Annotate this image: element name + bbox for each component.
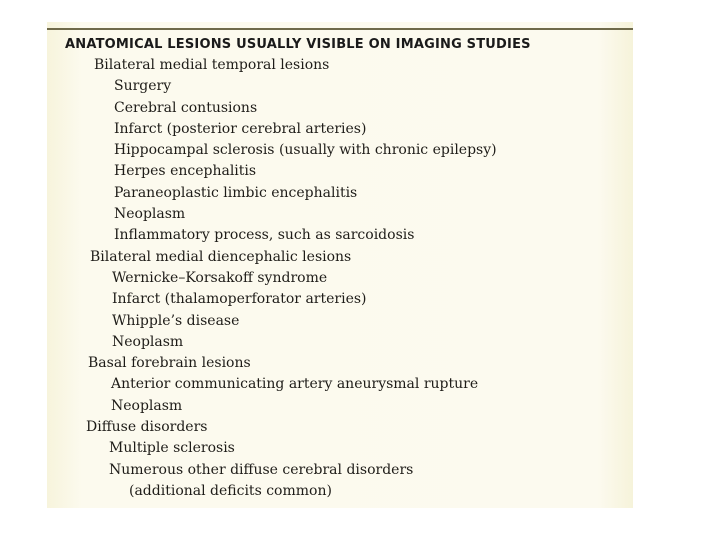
- group-title: Bilateral medial diencephalic lesions: [90, 248, 352, 265]
- group-title: Basal forebrain lesions: [88, 355, 251, 372]
- list-item: Neoplasm: [114, 206, 186, 223]
- list-item: Neoplasm: [111, 397, 183, 414]
- list-item: Multiple sclerosis: [109, 440, 235, 457]
- list-item-note: (additional deficits common): [129, 482, 332, 499]
- group-medial-temporal: [65, 55, 625, 247]
- group-medial-diencephalic: [65, 247, 625, 353]
- list-item: Inflammatory process, such as sarcoidosis: [114, 227, 415, 244]
- list-item: Hippocampal sclerosis (usually with chronic epilepsy): [114, 142, 497, 159]
- list-item: Infarct (posterior cerebral arteries): [114, 120, 367, 137]
- list-item: Surgery: [114, 78, 172, 95]
- list-item: Anterior communicating artery aneurysmal rupture: [111, 376, 479, 393]
- list-item: Infarct (thalamoperforator arteries): [112, 291, 367, 308]
- list-item: Whipple’s disease: [112, 312, 240, 329]
- list-item: Herpes encephalitis: [114, 163, 257, 180]
- group-basal-forebrain: [65, 353, 625, 417]
- scanned-page: [47, 22, 633, 508]
- group-diffuse-disorders: [65, 417, 625, 502]
- list-item: Neoplasm: [112, 333, 184, 350]
- list-item: Paraneoplastic limbic encephalitis: [114, 184, 358, 201]
- group-title: Bilateral medial temporal lesions: [94, 57, 330, 73]
- list-item: Cerebral contusions: [114, 99, 258, 116]
- page-rule: [47, 28, 633, 30]
- section-heading: ANATOMICAL LESIONS USUALLY VISIBLE ON IMAGING STUDIES: [65, 37, 531, 52]
- list-item: Numerous other diffuse cerebral disorders: [109, 461, 414, 478]
- group-title: Diffuse disorders: [86, 419, 208, 436]
- document-body: [65, 37, 625, 502]
- list-item: Wernicke–Korsakoff syndrome: [112, 269, 328, 286]
